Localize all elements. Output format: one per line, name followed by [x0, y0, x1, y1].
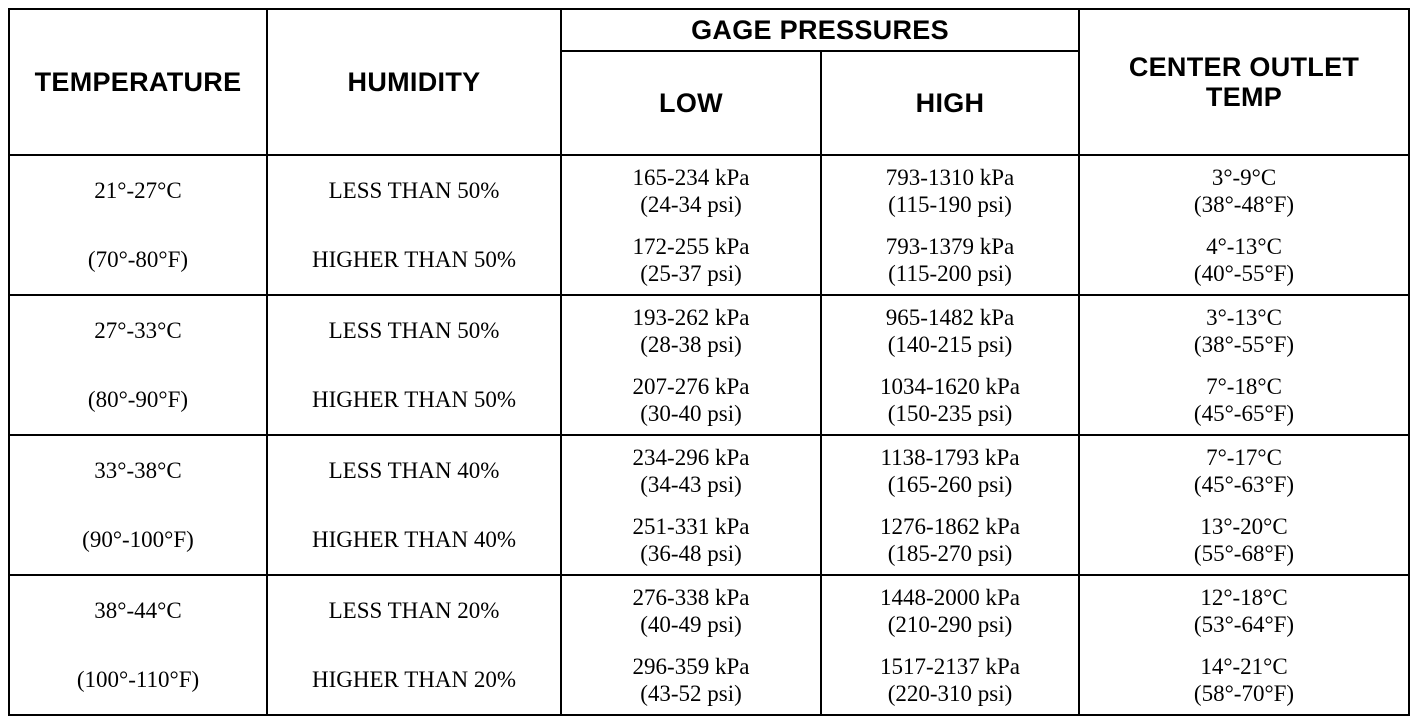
- temperature-fahrenheit-text: (80°-90°F): [87, 387, 189, 412]
- center-outlet-temp-text: (45°-65°F): [1193, 400, 1295, 426]
- low-pressure-text: 234-296 kPa: [632, 444, 750, 470]
- high-pressure-value: [822, 505, 1078, 574]
- high-pressure-values: [822, 296, 1078, 434]
- high-pressure-value: [822, 365, 1078, 434]
- high-pressure-text: 965-1482 kPa: [885, 304, 1015, 330]
- center-outlet-temp-text: (40°-55°F): [1193, 260, 1295, 286]
- low-pressure-cell: [561, 155, 821, 295]
- high-pressure-cell: [821, 295, 1079, 435]
- temperature-celsius-text: 21°-27°C: [94, 178, 182, 203]
- low-pressure-text: 296-359 kPa: [632, 653, 750, 679]
- high-pressure-values: [822, 576, 1078, 714]
- center-outlet-temp-text: (38°-55°F): [1193, 331, 1295, 357]
- header-center-outlet-line1: CENTER OUTLET: [1128, 52, 1360, 82]
- high-pressure-text: (165-260 psi): [887, 471, 1013, 497]
- temperature-celsius-text: 33°-38°C: [94, 458, 182, 483]
- temperature-fahrenheit: [10, 225, 266, 294]
- table-row-group: [9, 575, 1409, 715]
- center-outlet-temp-cell: [1079, 155, 1409, 295]
- high-pressure-text: (115-200 psi): [888, 260, 1012, 286]
- temperature-cell: [9, 575, 267, 715]
- high-pressure-value: [822, 225, 1078, 294]
- center-outlet-temp-values: [1080, 436, 1408, 574]
- low-pressure-text: 172-255 kPa: [632, 233, 750, 259]
- header-temperature-label: TEMPERATURE: [34, 67, 242, 97]
- high-pressure-text: (220-310 psi): [887, 680, 1013, 706]
- humidity-text: LESS THAN 40%: [328, 458, 500, 483]
- high-pressure-cell: [821, 575, 1079, 715]
- header-high-label: HIGH: [915, 88, 985, 118]
- center-outlet-temp-text: 4°-13°C: [1206, 233, 1282, 259]
- temperature-values: [10, 576, 266, 714]
- header-center-outlet-temp: [1079, 9, 1409, 155]
- low-pressure-value: [562, 436, 820, 505]
- temperature-celsius: [10, 436, 266, 505]
- temperature-cell: [9, 435, 267, 575]
- header-high: [821, 51, 1079, 155]
- center-outlet-temp-value: [1080, 505, 1408, 574]
- high-pressure-value: [822, 645, 1078, 714]
- humidity-value: [268, 576, 560, 645]
- temperature-celsius: [10, 576, 266, 645]
- table-row-group: [9, 435, 1409, 575]
- temperature-values: [10, 436, 266, 574]
- humidity-cell: [267, 435, 561, 575]
- temperature-celsius-text: 27°-33°C: [94, 318, 182, 343]
- humidity-cell: [267, 575, 561, 715]
- temperature-fahrenheit-text: (100°-110°F): [76, 667, 200, 692]
- center-outlet-temp-values: [1080, 296, 1408, 434]
- low-pressure-text: (40-49 psi): [640, 611, 742, 637]
- low-pressure-text: 251-331 kPa: [632, 513, 750, 539]
- low-pressure-text: (30-40 psi): [640, 400, 742, 426]
- center-outlet-temp-text: 12°-18°C: [1200, 584, 1288, 610]
- humidity-values: [268, 296, 560, 434]
- humidity-cell: [267, 155, 561, 295]
- center-outlet-temp-text: (45°-63°F): [1193, 471, 1295, 497]
- center-outlet-temp-value: [1080, 436, 1408, 505]
- center-outlet-temp-text: 3°-13°C: [1206, 304, 1282, 330]
- humidity-text: HIGHER THAN 50%: [311, 387, 516, 412]
- header-center-outlet-line2: TEMP: [1205, 82, 1283, 112]
- header-humidity: [267, 9, 561, 155]
- temperature-fahrenheit: [10, 505, 266, 574]
- high-pressure-values: [822, 156, 1078, 294]
- low-pressure-text: (24-34 psi): [640, 191, 742, 217]
- low-pressure-values: [562, 156, 820, 294]
- high-pressure-text: 1276-1862 kPa: [880, 513, 1020, 539]
- center-outlet-temp-text: (58°-70°F): [1193, 680, 1295, 706]
- high-pressure-values: [822, 436, 1078, 574]
- humidity-value: [268, 505, 560, 574]
- low-pressure-values: [562, 576, 820, 714]
- low-pressure-text: (28-38 psi): [640, 331, 742, 357]
- humidity-value: [268, 156, 560, 225]
- center-outlet-temp-value: [1080, 296, 1408, 365]
- humidity-cell: [267, 295, 561, 435]
- humidity-text: LESS THAN 20%: [328, 598, 500, 623]
- humidity-text: HIGHER THAN 20%: [311, 667, 516, 692]
- humidity-value: [268, 296, 560, 365]
- humidity-text: LESS THAN 50%: [328, 318, 500, 343]
- high-pressure-value: [822, 156, 1078, 225]
- low-pressure-value: [562, 505, 820, 574]
- high-pressure-text: 1034-1620 kPa: [880, 373, 1020, 399]
- header-low: [561, 51, 821, 155]
- low-pressure-value: [562, 576, 820, 645]
- high-pressure-text: 1517-2137 kPa: [880, 653, 1020, 679]
- humidity-value: [268, 225, 560, 294]
- table-row-group: [9, 155, 1409, 295]
- low-pressure-text: (43-52 psi): [640, 680, 742, 706]
- center-outlet-temp-values: [1080, 576, 1408, 714]
- low-pressure-text: 165-234 kPa: [632, 164, 750, 190]
- temperature-celsius: [10, 296, 266, 365]
- temperature-fahrenheit: [10, 645, 266, 714]
- temperature-celsius-text: 38°-44°C: [94, 598, 182, 623]
- center-outlet-temp-value: [1080, 365, 1408, 434]
- humidity-value: [268, 365, 560, 434]
- high-pressure-text: (140-215 psi): [887, 331, 1013, 357]
- header-gage-pressures: [561, 9, 1079, 51]
- high-pressure-cell: [821, 435, 1079, 575]
- center-outlet-temp-value: [1080, 576, 1408, 645]
- center-outlet-temp-cell: [1079, 575, 1409, 715]
- header-humidity-label: HUMIDITY: [347, 67, 481, 97]
- header-gage-pressures-label: GAGE PRESSURES: [691, 15, 949, 45]
- high-pressure-text: (115-190 psi): [888, 191, 1012, 217]
- low-pressure-value: [562, 365, 820, 434]
- ac-performance-table: [8, 8, 1410, 716]
- temperature-celsius: [10, 156, 266, 225]
- temperature-fahrenheit-text: (70°-80°F): [87, 247, 189, 272]
- header-temperature: [9, 9, 267, 155]
- center-outlet-temp-values: [1080, 156, 1408, 294]
- temperature-fahrenheit: [10, 365, 266, 434]
- high-pressure-text: (210-290 psi): [887, 611, 1013, 637]
- center-outlet-temp-value: [1080, 156, 1408, 225]
- low-pressure-cell: [561, 295, 821, 435]
- low-pressure-cell: [561, 435, 821, 575]
- center-outlet-temp-cell: [1079, 295, 1409, 435]
- temperature-values: [10, 156, 266, 294]
- high-pressure-text: (185-270 psi): [887, 540, 1013, 566]
- low-pressure-values: [562, 436, 820, 574]
- humidity-values: [268, 156, 560, 294]
- low-pressure-value: [562, 225, 820, 294]
- center-outlet-temp-text: (55°-68°F): [1193, 540, 1295, 566]
- center-outlet-temp-text: 3°-9°C: [1211, 164, 1277, 190]
- low-pressure-values: [562, 296, 820, 434]
- center-outlet-temp-text: (53°-64°F): [1193, 611, 1295, 637]
- humidity-text: LESS THAN 50%: [328, 178, 500, 203]
- center-outlet-temp-text: (38°-48°F): [1193, 191, 1295, 217]
- low-pressure-text: 193-262 kPa: [632, 304, 750, 330]
- humidity-text: HIGHER THAN 40%: [311, 527, 516, 552]
- high-pressure-value: [822, 436, 1078, 505]
- high-pressure-value: [822, 296, 1078, 365]
- table-row-group: [9, 295, 1409, 435]
- high-pressure-value: [822, 576, 1078, 645]
- humidity-value: [268, 645, 560, 714]
- center-outlet-temp-value: [1080, 645, 1408, 714]
- temperature-cell: [9, 295, 267, 435]
- humidity-values: [268, 576, 560, 714]
- center-outlet-temp-text: 7°-17°C: [1206, 444, 1282, 470]
- high-pressure-text: 1138-1793 kPa: [880, 444, 1020, 470]
- low-pressure-cell: [561, 575, 821, 715]
- center-outlet-temp-text: 7°-18°C: [1206, 373, 1282, 399]
- humidity-text: HIGHER THAN 50%: [311, 247, 516, 272]
- high-pressure-text: 1448-2000 kPa: [880, 584, 1020, 610]
- low-pressure-text: 207-276 kPa: [632, 373, 750, 399]
- low-pressure-text: (36-48 psi): [640, 540, 742, 566]
- center-outlet-temp-cell: [1079, 435, 1409, 575]
- high-pressure-text: 793-1379 kPa: [885, 233, 1015, 259]
- temperature-fahrenheit-text: (90°-100°F): [82, 527, 194, 552]
- header-low-label: LOW: [659, 88, 723, 118]
- table-body: [9, 155, 1409, 715]
- high-pressure-text: (150-235 psi): [887, 400, 1013, 426]
- low-pressure-text: (34-43 psi): [640, 471, 742, 497]
- low-pressure-value: [562, 296, 820, 365]
- temperature-cell: [9, 155, 267, 295]
- temperature-values: [10, 296, 266, 434]
- low-pressure-value: [562, 156, 820, 225]
- humidity-values: [268, 436, 560, 574]
- low-pressure-value: [562, 645, 820, 714]
- center-outlet-temp-value: [1080, 225, 1408, 294]
- center-outlet-temp-text: 13°-20°C: [1200, 513, 1288, 539]
- high-pressure-text: 793-1310 kPa: [885, 164, 1015, 190]
- high-pressure-cell: [821, 155, 1079, 295]
- center-outlet-temp-text: 14°-21°C: [1200, 653, 1288, 679]
- low-pressure-text: (25-37 psi): [640, 260, 742, 286]
- humidity-value: [268, 436, 560, 505]
- low-pressure-text: 276-338 kPa: [632, 584, 750, 610]
